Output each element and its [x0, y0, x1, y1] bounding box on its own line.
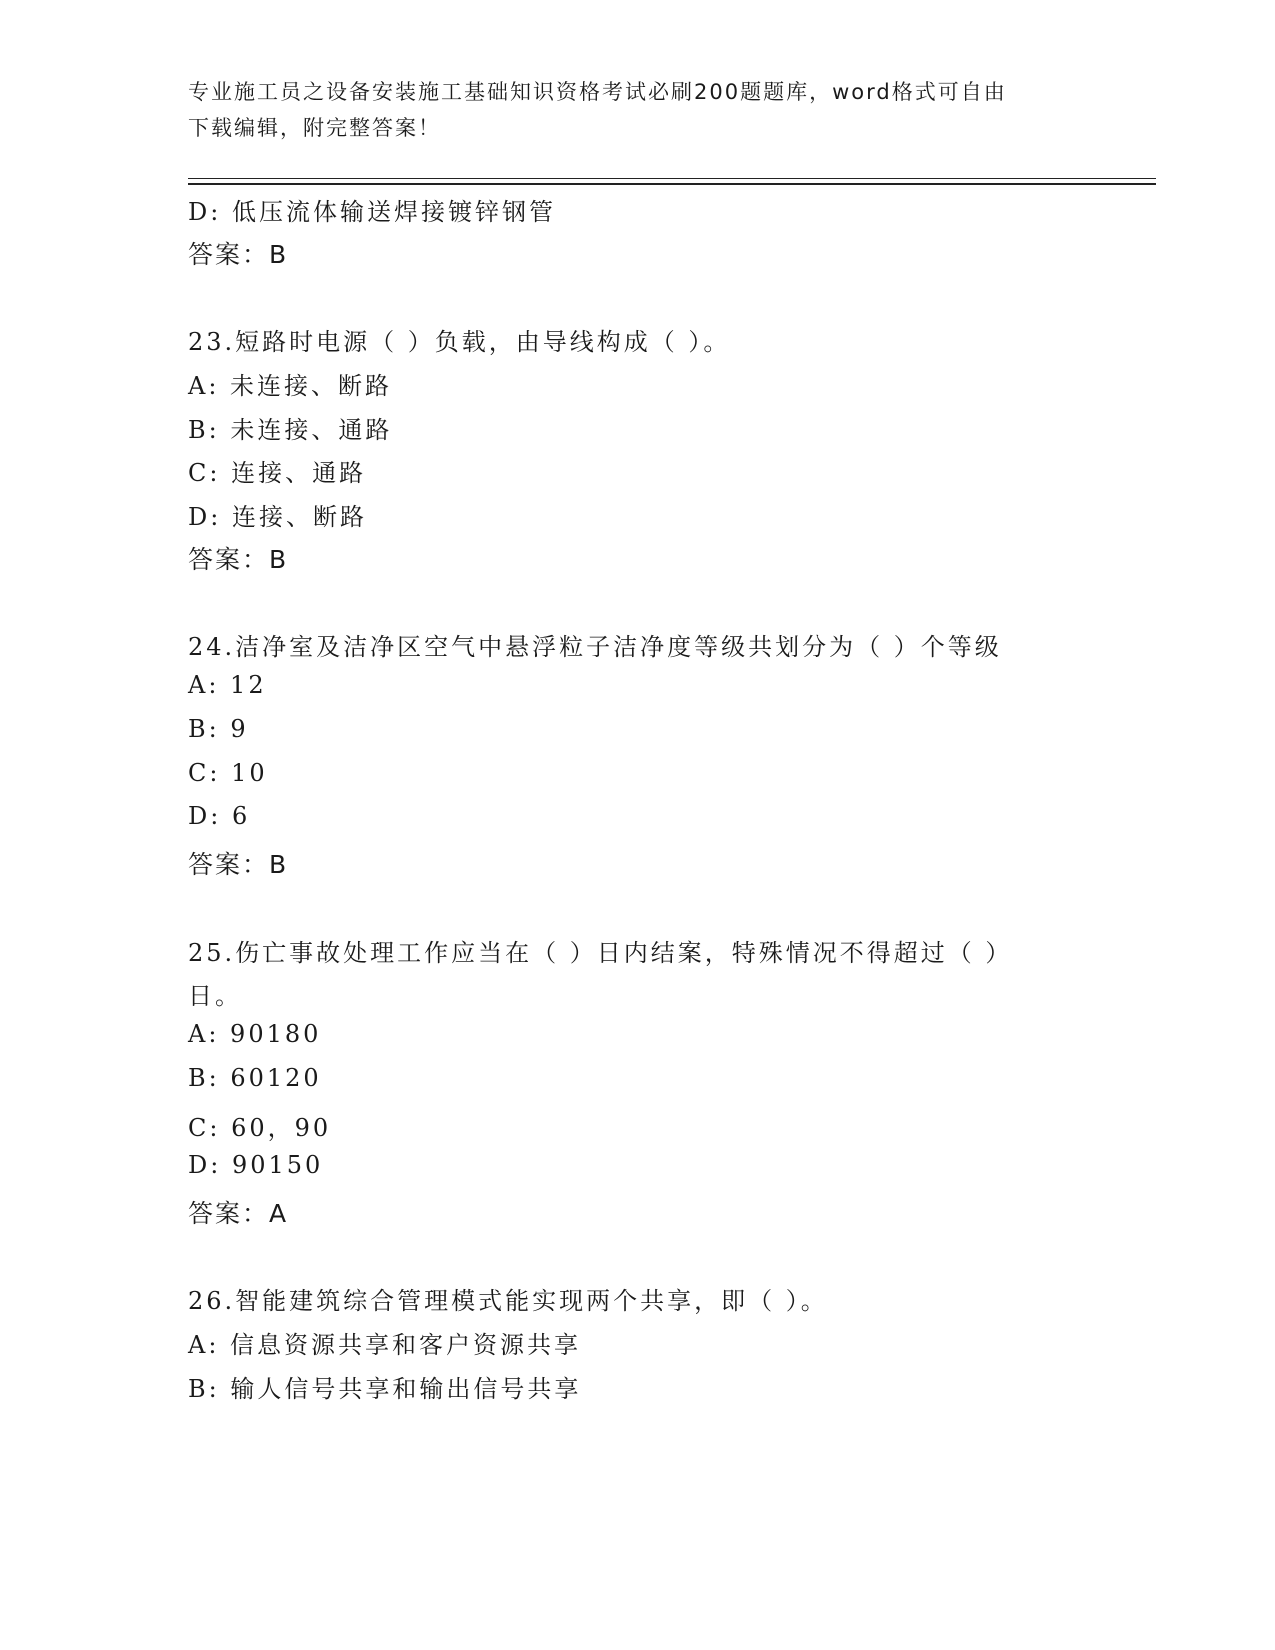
q23-option-c: C: 连接、通路 — [188, 459, 367, 487]
q24-option-c: C: 10 — [188, 759, 268, 787]
q23-option-d: D: 连接、断路 — [188, 503, 367, 531]
q24-option-b: B: 9 — [188, 715, 249, 743]
q25-option-a: A: 90180 — [188, 1020, 322, 1048]
q25-option-b: B: 60120 — [188, 1064, 322, 1092]
q24-answer: 答案：B — [188, 850, 289, 879]
q23-option-a: A: 未连接、断路 — [188, 372, 393, 400]
header-divider-thick — [188, 183, 1156, 185]
q25-option-d: D: 90150 — [188, 1151, 324, 1179]
q23-option-b: B: 未连接、通路 — [188, 416, 393, 444]
q26-option-a: A: 信息资源共享和客户资源共享 — [188, 1331, 582, 1359]
document-header — [188, 74, 1068, 146]
header-divider-thin — [188, 178, 1156, 179]
q26-question: 26.智能建筑综合管理模式能实现两个共享，即（ ）。 — [188, 1287, 828, 1315]
q25-question-line-1: 25.伤亡事故处理工作应当在（ ）日内结案，特殊情况不得超过（ ） — [188, 939, 1013, 967]
q23-answer: 答案：B — [188, 545, 289, 574]
q25-question-line-2: 日。 — [188, 982, 242, 1010]
header-line-1: 专业施工员之设备安装施工基础知识资格考试必刷200题题库，word格式可自由 — [188, 80, 1007, 104]
q22-answer: 答案：B — [188, 240, 289, 269]
header-line-2: 下载编辑，附完整答案！ — [188, 116, 441, 140]
q25-answer: 答案：A — [188, 1199, 289, 1228]
q24-option-a: A: 12 — [188, 671, 267, 699]
q24-question: 24.洁净室及洁净区空气中悬浮粒子洁净度等级共划分为（ ）个等级 — [188, 633, 1002, 661]
q25-option-c: C: 60，90 — [188, 1114, 332, 1142]
q23-question: 23.短路时电源（ ）负载，由导线构成（ ）。 — [188, 328, 731, 356]
q22-option-d: D: 低压流体输送焊接镀锌钢管 — [188, 198, 556, 226]
q24-option-d: D: 6 — [188, 802, 251, 830]
q26-option-b: B: 输人信号共享和输出信号共享 — [188, 1375, 582, 1403]
